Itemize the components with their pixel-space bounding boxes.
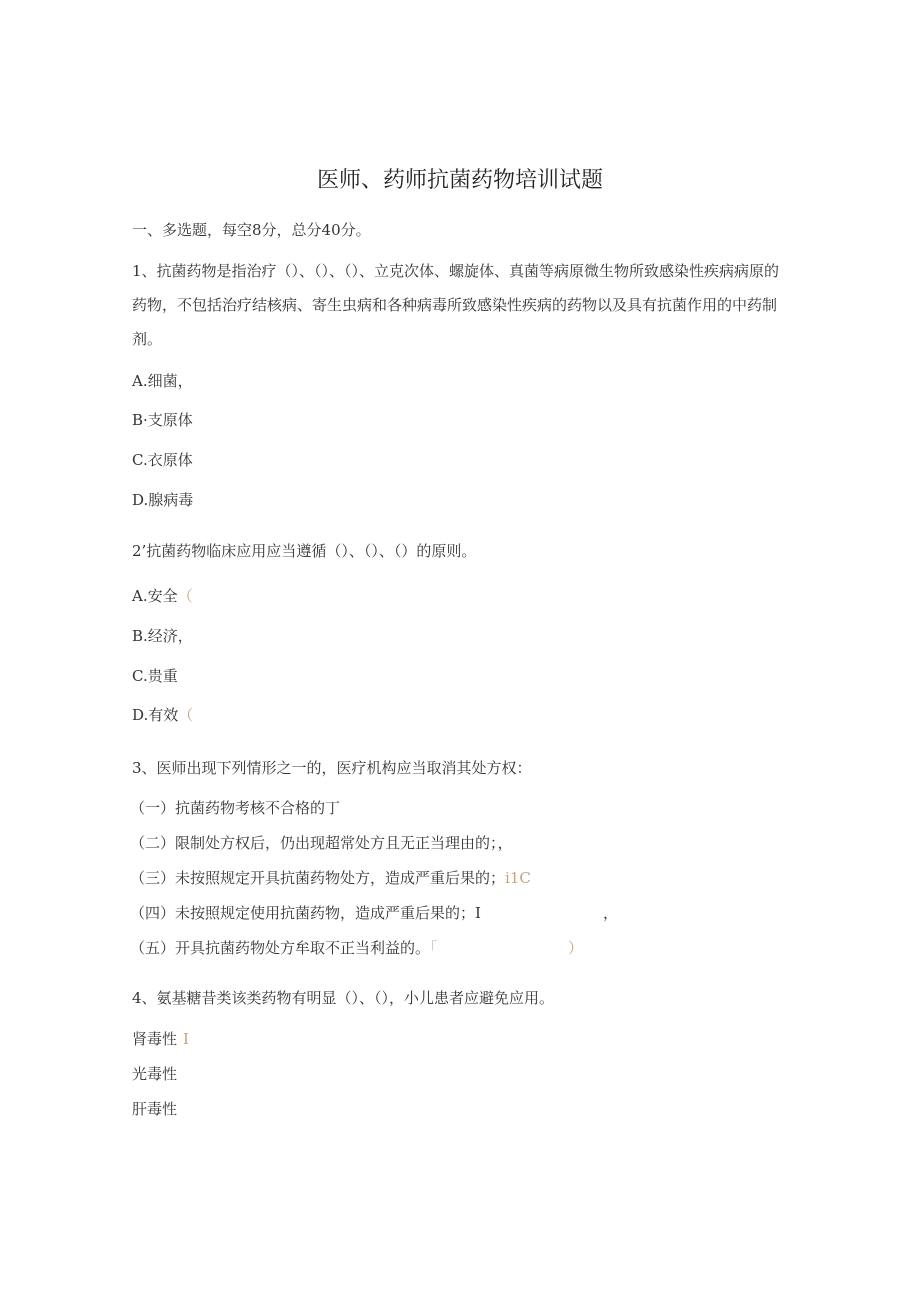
item-text: （三）未按照规定开具抗菌药物处方，造成严重后果的； xyxy=(130,869,506,887)
q4-option-2: 光毒性 xyxy=(132,1065,178,1083)
stray-mark: （ xyxy=(178,706,194,724)
q3-item-4: （四）未按照规定使用抗菌药物，造成严重后果的；I xyxy=(130,904,481,922)
stray-mark: I xyxy=(183,1030,189,1048)
question-3-stem: 3、医师出现下列情形之一的，医疗机构应当取消其处方权： xyxy=(132,759,532,777)
question-1-stem: 1、抗菌药物是指治疗（）、（）、（）、立克次体、螺旋体、真菌等病原微生物所致感染性疾病病原的药物，不包括治疗结核病、寄生虫病和各种病毒所致感染性疾病的药物以及具有抗菌作用的中药制剂。 xyxy=(132,262,780,348)
q1-option-d: D.腺病毒 xyxy=(132,491,194,509)
option-text: A.安全 xyxy=(132,587,178,605)
q2-option-c: C.贵重 xyxy=(132,667,178,685)
q3-item-3 xyxy=(130,868,531,888)
option-text: 肾毒性 xyxy=(132,1030,178,1048)
q1-option-a: A.细菌， xyxy=(132,372,193,390)
option-text: D.有效 xyxy=(132,706,179,724)
q2-option-a xyxy=(132,586,193,606)
q1-option-b: B·支原体 xyxy=(132,411,193,429)
stray-mark: 「 xyxy=(430,939,438,957)
q1-option-c: C.衣原体 xyxy=(132,451,193,469)
q3-item-2: （二）限制处方权后，仍出现超常处方且无正当理由的；， xyxy=(130,834,513,852)
item-text: （五）开具抗菌药物处方牟取不正当利益的。 xyxy=(130,939,431,957)
q2-option-d xyxy=(132,705,193,725)
q4-option-3: 肝毒性 xyxy=(132,1100,178,1118)
question-4-stem: 4、氨基糖昔类该类药物有明显（）、（），小儿患者应避免应用。 xyxy=(132,989,555,1007)
stray-mark: i1C xyxy=(505,869,531,887)
q4-option-1 xyxy=(132,1029,189,1049)
q3-item-5 xyxy=(130,938,438,958)
q3-item-1: （一）抗菌药物考核不合格的丁 xyxy=(130,799,341,817)
stray-mark: ） xyxy=(568,939,584,957)
document-title: 医师、药师抗菌药物培训试题 xyxy=(316,168,603,193)
question-2-stem: 2’抗菌药物临床应用应当遵循（）、（）、（）的原则。 xyxy=(132,542,477,560)
stray-mark: （ xyxy=(177,587,193,605)
section-heading: 一、多选题，每空8分，总分40分。 xyxy=(132,221,371,239)
stray-mark: ， xyxy=(603,904,619,922)
q2-option-b: B.经济， xyxy=(132,627,193,645)
